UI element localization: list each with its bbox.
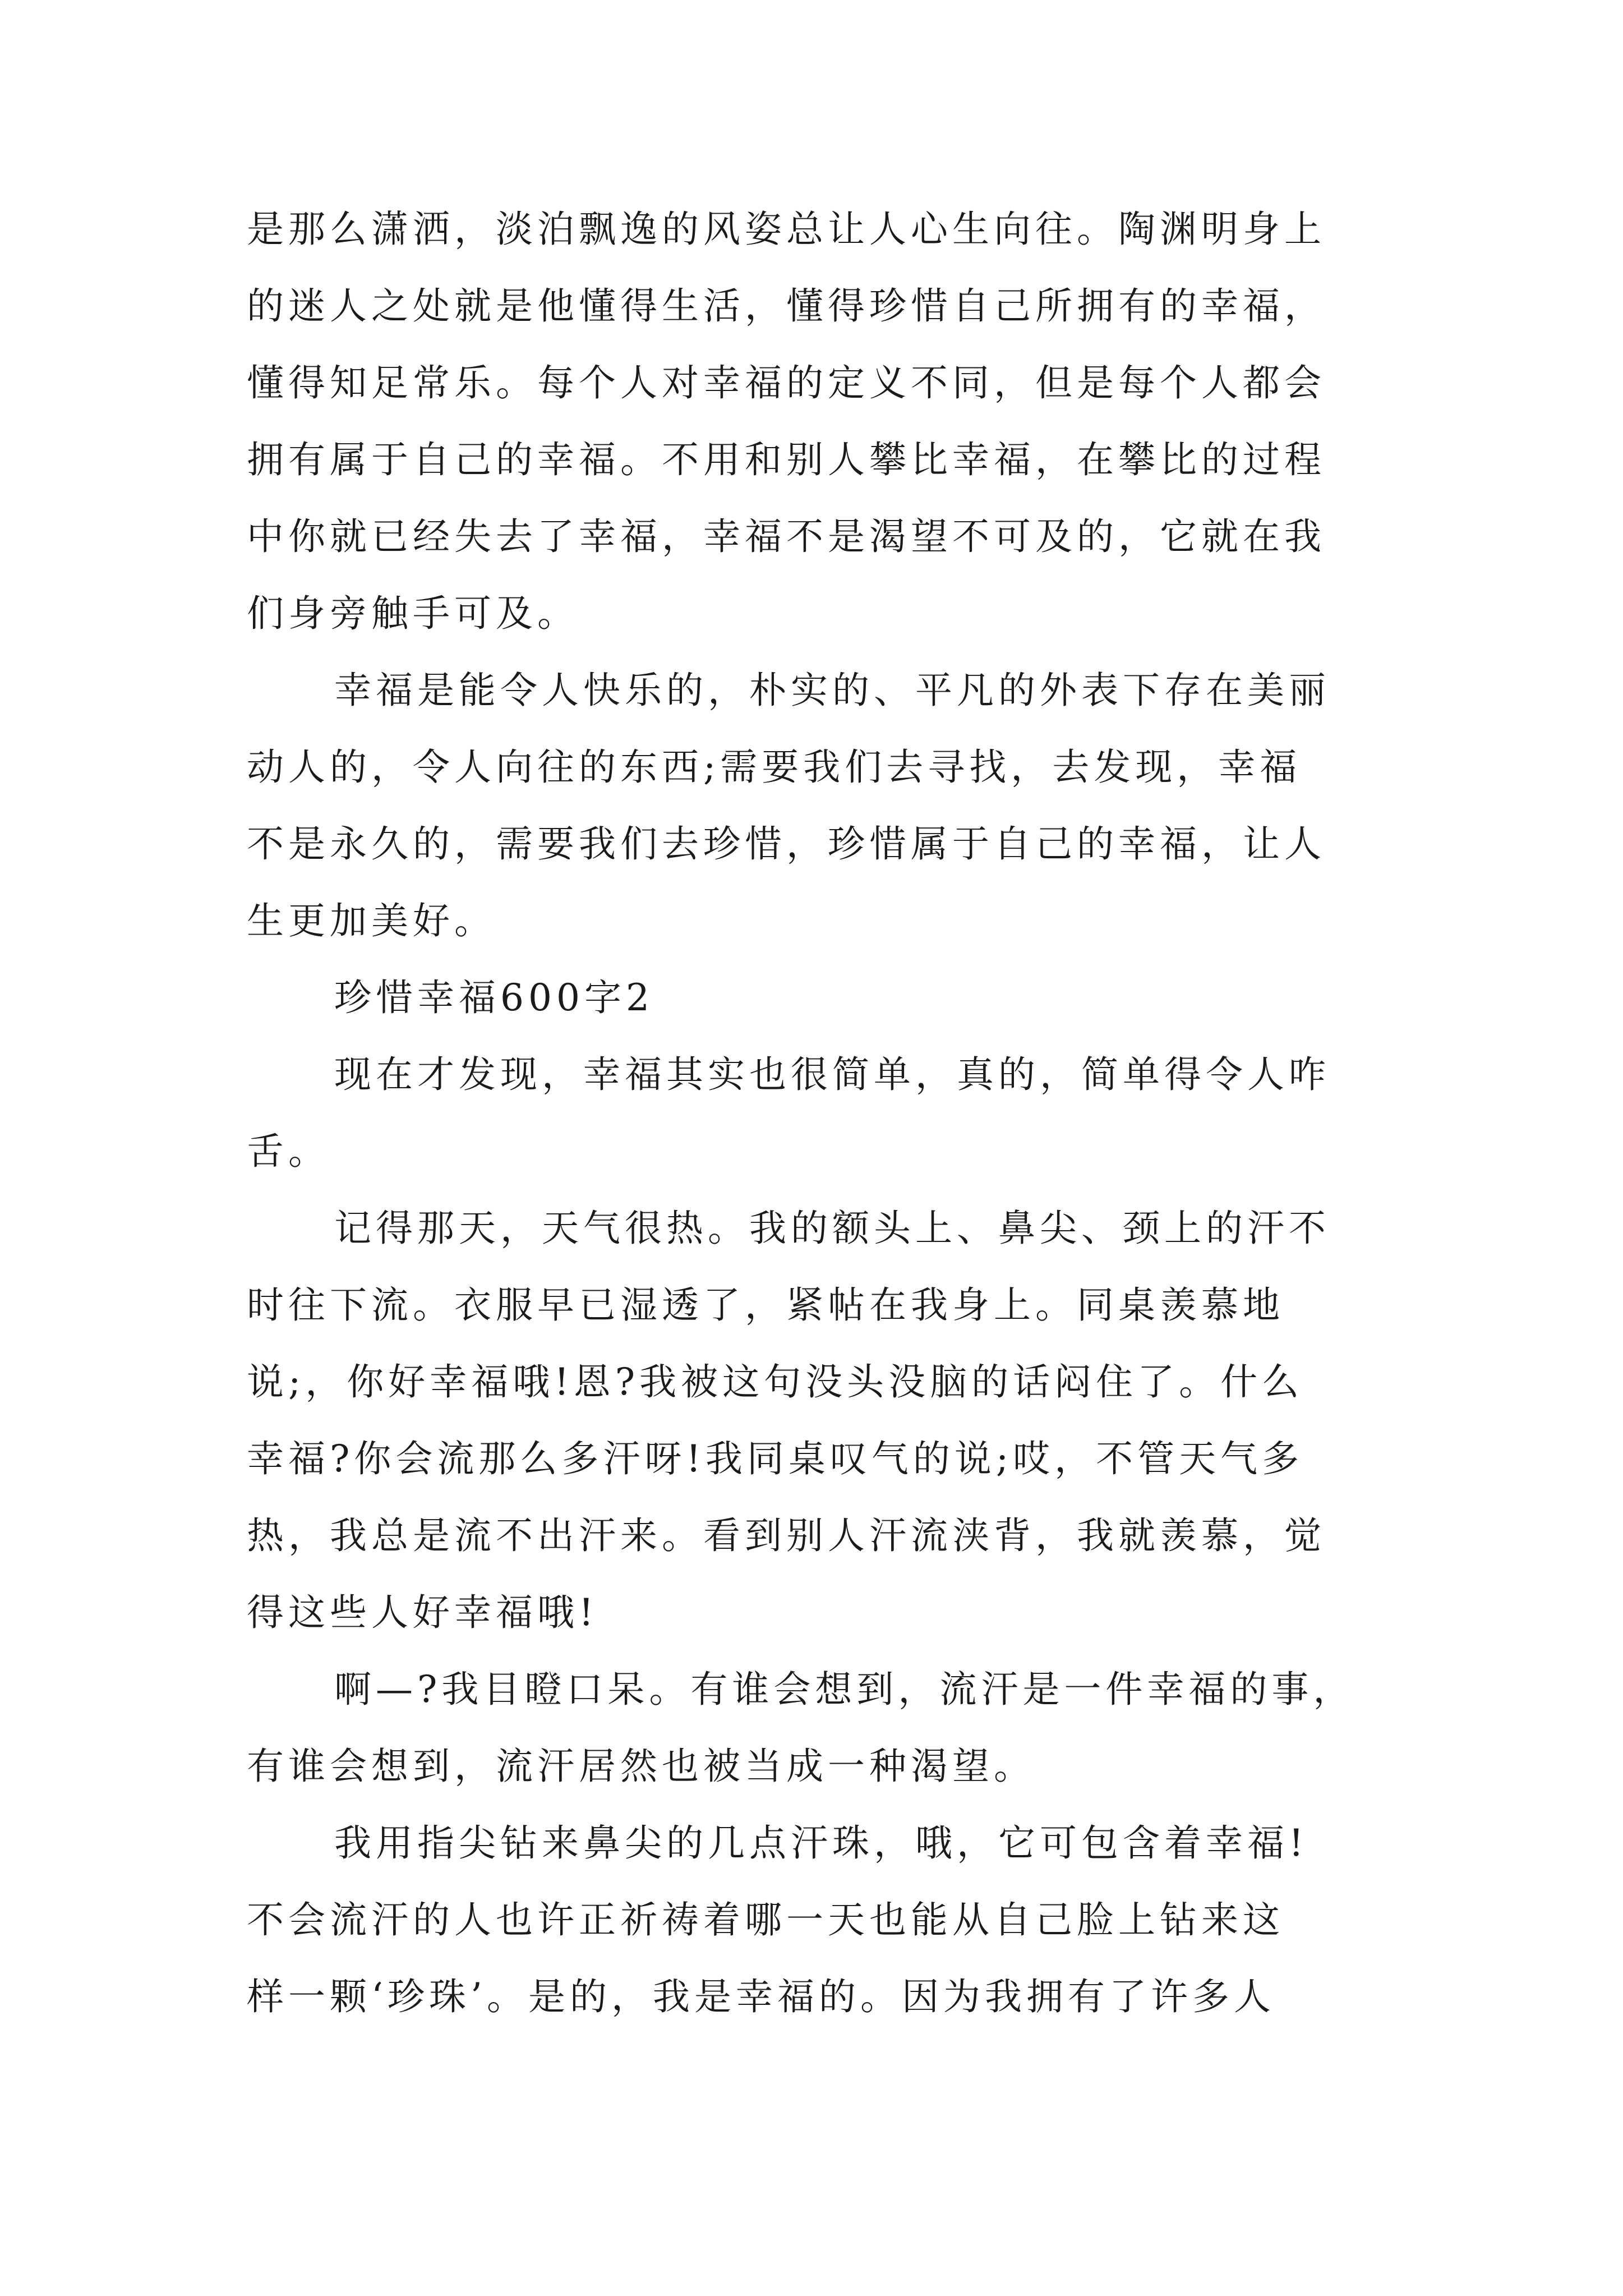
paragraph-first-line: 啊—?我目瞪口呆。有谁会想到，流汗是一件幸福的事， [334,1668,1355,1711]
text-line: 幸福?你会流那么多汗呀!我同桌叹气的说;哎，不管天气多 [247,1437,1304,1480]
text-line: 说;，你好幸福哦!恩?我被这句没头没脑的话闷住了。什么 [247,1360,1304,1404]
paragraph-first-line: 我用指尖钻来鼻尖的几点汗珠，哦，它可包含着幸福! [334,1821,1308,1865]
text-line: 不是永久的，需要我们去珍惜，珍惜属于自己的幸福，让人 [247,822,1326,866]
text-line: 动人的，令人向往的东西;需要我们去寻找，去发现，幸福 [247,746,1302,789]
text-line: 样一颗‘珍珠’。是的，我是幸福的。因为我拥有了许多人 [247,1975,1275,2018]
paragraph-first-line: 现在才发现，幸福其实也很简单，真的，简单得令人咋 [334,1053,1330,1096]
text-line: 热，我总是流不出汗来。看到别人汗流浃背，我就羡慕，觉 [247,1514,1326,1557]
text-line: 拥有属于自己的幸福。不用和别人攀比幸福，在攀比的过程 [247,438,1326,481]
text-line: 中你就已经失去了幸福，幸福不是渴望不可及的，它就在我 [247,515,1326,558]
section-heading: 珍惜幸福600字2 [334,976,654,1019]
text-line: 舌。 [247,1130,330,1173]
text-line: 时往下流。衣服早已湿透了，紧帖在我身上。同桌羡慕地 [247,1283,1284,1327]
text-line: 生更加美好。 [247,899,496,942]
paragraph-first-line: 记得那天，天气很热。我的额头上、鼻尖、颈上的汗不 [334,1207,1330,1250]
body-text [247,191,1385,2035]
paragraph-first-line: 幸福是能令人快乐的，朴实的、平凡的外表下存在美丽 [334,669,1330,712]
text-line: 是那么潇洒，淡泊飘逸的风姿总让人心生向往。陶渊明身上 [247,208,1326,251]
text-line: 有谁会想到，流汗居然也被当成一种渴望。 [247,1745,1035,1788]
text-line: 的迷人之处就是他懂得生活，懂得珍惜自己所拥有的幸福， [247,284,1326,328]
text-line: 们身旁触手可及。 [247,592,579,635]
text-line: 不会流汗的人也许正祈祷着哪一天也能从自己脸上钻来这 [247,1898,1284,1941]
text-line: 懂得知足常乐。每个人对幸福的定义不同，但是每个人都会 [247,361,1326,404]
text-line: 得这些人好幸福哦! [247,1591,598,1634]
